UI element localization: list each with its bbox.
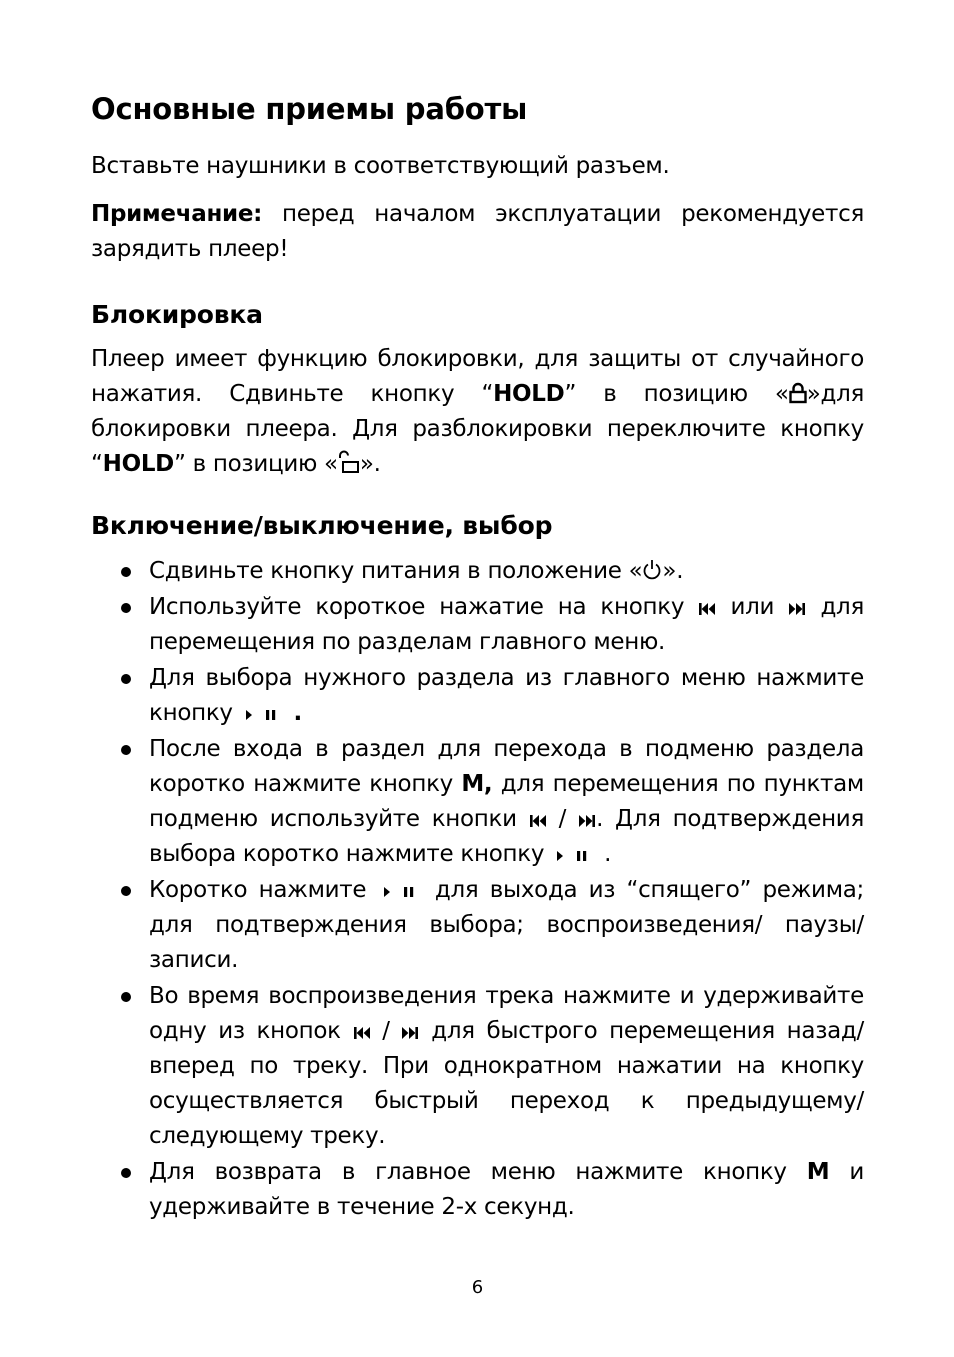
- item-text: Для возврата в главное меню нажмите кнопку: [149, 1159, 807, 1185]
- item-text: . Для подтверждения выбора коротко нажмите кнопку: [149, 806, 864, 867]
- bullet-icon: [121, 1168, 131, 1178]
- prev-track-icon: [353, 1025, 371, 1041]
- item-text: и удерживайте в течение 2-х секунд.: [149, 1159, 864, 1220]
- item-text: .: [285, 700, 302, 726]
- list-item: [91, 873, 864, 978]
- hold-label-1: HOLD: [493, 381, 565, 407]
- item-text: для перемещения по разделам главного меню.: [149, 594, 864, 655]
- bullet-icon: [121, 603, 131, 613]
- item-text: Во время воспроизведения трека нажмите и удерживайте одну из кнопок: [149, 983, 864, 1044]
- bullet-icon: [121, 745, 131, 755]
- lock-heading: Блокировка: [91, 300, 263, 329]
- m-button-label: М: [806, 1159, 830, 1185]
- list-item: [91, 732, 864, 872]
- list-item: [91, 979, 864, 1154]
- item-text: для перемещения по пунктам подменю используйте кнопки: [149, 771, 864, 832]
- note-paragraph: [91, 197, 864, 267]
- lock-text-2: ” в позицию «: [564, 381, 789, 407]
- document-page: [91, 0, 864, 1357]
- bullet-icon: [121, 567, 131, 577]
- page-number: 6: [471, 1277, 484, 1298]
- item-text: После входа в раздел для перехода в подменю раздела коротко нажмите кнопку: [149, 736, 864, 797]
- item-text: Коротко нажмите: [149, 877, 378, 903]
- note-label: Примечание:: [91, 201, 263, 227]
- lock-closed-icon: [789, 382, 807, 404]
- item-text: для быстрого перемещения назад/вперед по треку. При однократном нажатии на кнопку осуществляется быстрый переход к предыдущему/ следующему треку.: [149, 1018, 864, 1149]
- bullet-icon: [121, 992, 131, 1002]
- next-track-icon: [401, 1025, 419, 1041]
- lock-text-4: ” в позицию «: [173, 451, 338, 477]
- item-text: /: [546, 806, 579, 832]
- instructions-list: [91, 554, 864, 1226]
- item-text: /: [370, 1018, 402, 1044]
- lock-text-3: »для блокировки плеера. Для разблокировки переключите кнопку “: [91, 381, 865, 477]
- list-item: [91, 554, 864, 589]
- lock-open-icon: [338, 450, 360, 474]
- lock-paragraph: [91, 342, 864, 482]
- list-item: [91, 1155, 864, 1225]
- item-text: Сдвиньте кнопку питания в положение «: [149, 558, 643, 584]
- item-text: ».: [662, 558, 684, 584]
- play-pause-icon: [551, 848, 597, 864]
- hold-label-2: HOLD: [102, 451, 174, 477]
- list-item: [91, 590, 864, 660]
- list-item: [91, 661, 864, 731]
- page-title: Основные приемы работы: [91, 92, 528, 126]
- note-text: перед началом эксплуатации рекомендуется зарядить плеер!: [91, 201, 864, 262]
- power-icon: [642, 559, 662, 581]
- item-text: Используйте короткое нажатие на кнопку: [149, 594, 699, 620]
- prev-track-icon: [529, 813, 547, 829]
- next-track-icon: [578, 813, 596, 829]
- play-pause-icon: [378, 884, 424, 900]
- bullet-icon: [121, 886, 131, 896]
- item-text: .: [597, 841, 612, 867]
- play-pause-icon: [240, 707, 286, 723]
- lock-text-5: ».: [359, 451, 381, 477]
- m-button-label: М,: [461, 771, 493, 797]
- intro-paragraph: Вставьте наушники в соответствующий разъем.: [91, 153, 670, 179]
- power-heading: Включение/выключение, выбор: [91, 511, 553, 540]
- next-track-icon: [788, 601, 806, 617]
- bullet-icon: [121, 674, 131, 684]
- lock-text-1: Плеер имеет функцию блокировки, для защиты от случайного нажатия. Сдвиньте кнопку “: [91, 346, 864, 407]
- item-text: для выхода из “спящего” режима; для подтверждения выбора; воспроизведения/ паузы/ записи.: [149, 877, 864, 973]
- item-text: или: [716, 594, 789, 620]
- prev-track-icon: [698, 601, 716, 617]
- item-text: Для выбора нужного раздела из главного меню нажмите кнопку: [149, 665, 864, 726]
